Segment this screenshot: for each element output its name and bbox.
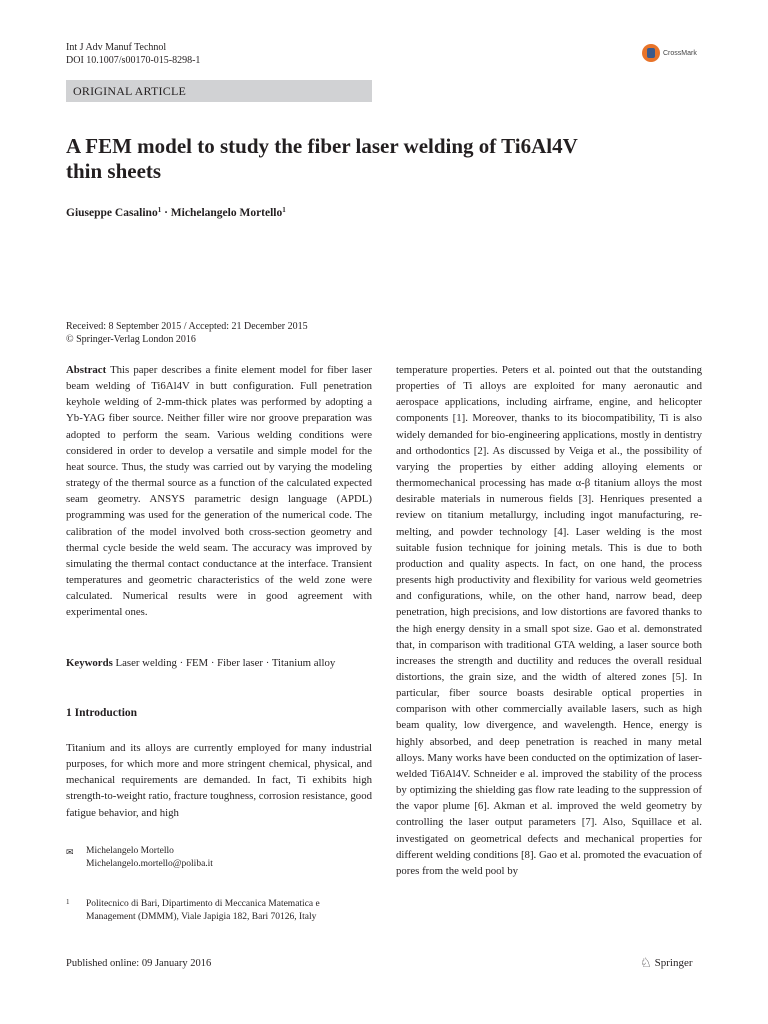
title-line-2: thin sheets [66, 159, 162, 183]
affiliation-marker: 1 [282, 206, 286, 214]
author-separator: · [161, 207, 171, 219]
section-heading: 1 Introduction [66, 707, 138, 719]
published-online: Published online: 09 January 2016 [66, 958, 212, 969]
article-title [66, 134, 706, 184]
author-name[interactable]: Giuseppe Casalino [66, 207, 158, 219]
affiliation-number: 1 [66, 898, 70, 906]
abstract-label: Abstract [66, 364, 107, 376]
introduction-left-text: Titanium and its alloys are currently employed for many industrial purposes, for which more and more stringent chemical, physical, and mechanical requirements are demanded. In fact, Ti exhibits high strength-to-weight ratio, fracture toughness, corrosion resistance, good fatigue behavior, and high [66, 742, 372, 819]
publisher-logo [640, 955, 693, 971]
journal-name: Int J Adv Manuf Technol [66, 42, 167, 53]
affiliation-footnote [66, 898, 320, 924]
crossmark-icon [642, 44, 660, 62]
affiliation-line-2: Management (DMMM), Viale Japigia 182, Bari 70126, Italy [86, 912, 317, 922]
affiliation-marker: 1 [157, 206, 162, 214]
publisher-name: Springer [654, 957, 693, 969]
publication-dates [66, 320, 308, 346]
author-list [66, 206, 286, 219]
corresponding-author [66, 845, 213, 871]
article-type-banner: ORIGINAL ARTICLE [66, 80, 372, 102]
keywords-text: Laser welding · FEM · Fiber laser · Titanium alloy [115, 657, 336, 669]
corr-name: Michelangelo Mortello [86, 846, 174, 856]
corr-email[interactable]: Michelangelo.mortello@poliba.it [86, 859, 213, 869]
abstract-text: This paper describes a finite element model for fiber laser beam welding of Ti6Al4V in butt configuration. Full penetration keyhole welding of 2-mm-thick plates was performed by adopting a Yb-YAG fiber source. Neither filler wire nor groove preparation was adopted to perform the seam. Various welding conditions were considered in order to develop a versatile and simple model for the heat source. Thus, the study was carried out by varying the modeling strategy of the thermal source as a function of the calculated expected seam geometry. ANSYS parametric design language (APDL) programming was used for the generation of the numerical code. The calibration of the model involved both cross-section geometry and thermal cycle beside the weld seam. The accuracy was improved by simulating the thermal contact conductance at the interface. Transient temperatures and geometric characteristics of the weld zone were calculated. Numerical results were in good agreement with experimental ones. [66, 364, 372, 619]
abstract [66, 362, 372, 621]
copyright: © Springer-Verlag London 2016 [66, 334, 196, 345]
doi[interactable]: DOI 10.1007/s00170-015-8298-1 [66, 55, 201, 66]
title-line-1: A FEM model to study the fiber laser welding of Ti6Al4V [66, 134, 578, 158]
keywords [66, 655, 372, 671]
crossmark-badge[interactable] [642, 44, 697, 62]
received-accepted: Received: 8 September 2015 / Accepted: 21 December 2015 [66, 321, 308, 332]
journal-header [66, 41, 200, 67]
keywords-label: Keywords [66, 657, 113, 669]
envelope-icon: ✉ [66, 847, 74, 857]
crossmark-label: CrossMark [663, 49, 697, 57]
springer-horse-icon: ♘ [640, 955, 652, 970]
introduction-right-text: temperature properties. Peters et al. pointed out that the outstanding properties of Ti alloys are exploited for many aeronautic and aerospace applications, including airframe, engine, and helicopter components [1]. Moreover, thanks to its biocompatibility, Ti is also widely demanded for bio-engineering applications, mostly in dentistry and orthodontics [2]. As discussed by Veiga et al., the possibility of varying the properties by either adding alloying elements or thermomechanical processing has made α-β titanium alloys the most desirable materials in numerous fields [3]. Henriques presented a review on titanium metallurgy, including ingot manufacturing, re-melting, and powder technology [4]. Laser welding is the most suitable fusion technique for joining metals. This is due to both production and quality aspects. In fact, on one hand, the process presents high productivity and flexibility for various weld geometries and configurations, while, on the other hand, narrow bead, deep penetration, high precisions, and low distortions are favored thanks to the high energy density in a small spot size. Gao et al. demonstrated that, in comparison with traditional GTA welding, a laser source both increases the strength and ductility and reduces the overall residual distortions, the grain size, and the width of altered zones [5]. In particular, fiber source boasts desirable optical properties in comparison with other commercially available lasers, such as high beam quality, low divergence, and wavelength. Hence, energy is highly absorbed, and deep penetration is reached in many metal alloys. Many works have been conducted on the optimization of laser-welded Ti6Al4V. Schneider e al. improved the stability of the process by optimizing the shielding gas flow rate leading to the suppression of the vapor plume [6]. Akman et al. improved the weld geometry by controlling the laser output parameters [7]. Also, Squillace et al. investigated on geometrical defects and mechanical properties for different welding conditions [8]. Gao et al. promoted the evacuation of pores from the weld pool by [396, 364, 702, 877]
affiliation-line-1: Politecnico di Bari, Dipartimento di Meccanica Matematica e [86, 899, 320, 909]
author-name[interactable]: Michelangelo Mortello [170, 207, 283, 219]
